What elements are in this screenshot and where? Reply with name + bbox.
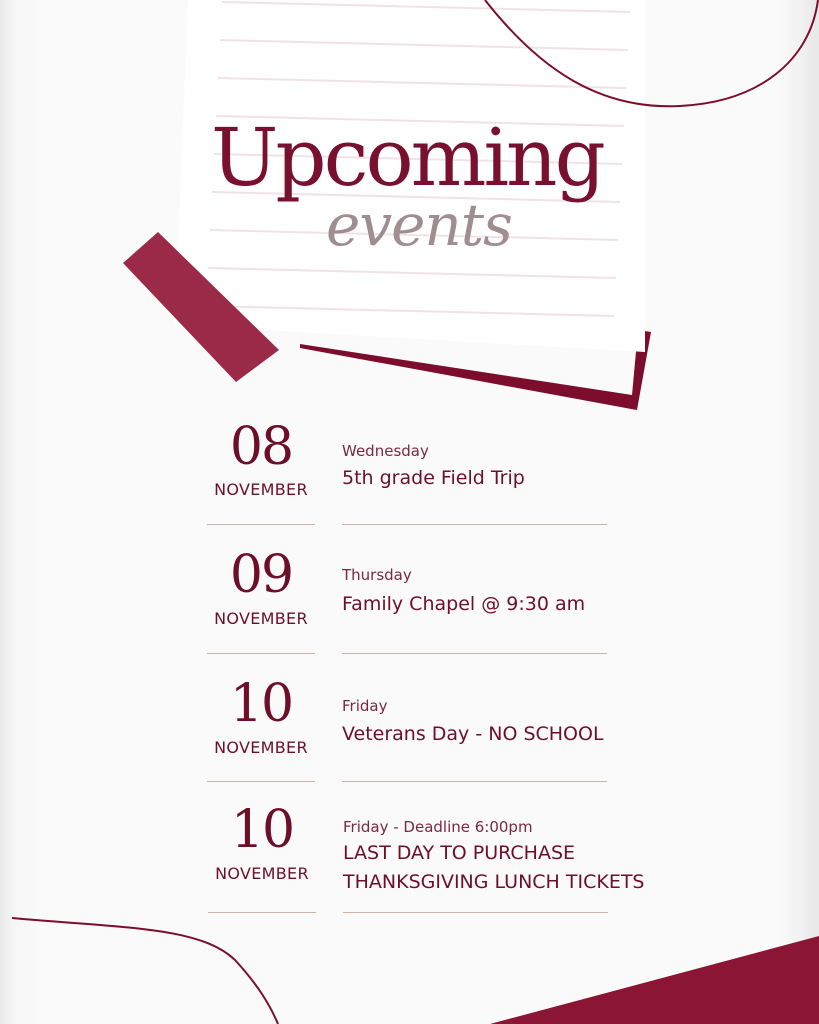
event-day: 10 [229,674,293,734]
event-title: 5th grade Field Trip [342,467,525,489]
event-weekday: Friday [342,697,388,715]
event-title-line2: THANKSGIVING LUNCH TICKETS [343,871,645,893]
divider [208,912,316,913]
event-weekday: Wednesday [342,442,429,460]
event-day: 10 [230,800,294,860]
event-month: NOVEMBER [214,480,308,499]
event-month: NOVEMBER [214,738,308,757]
page-subtitle: events [326,191,512,259]
divider [342,524,607,525]
divider [207,653,315,654]
event-month: NOVEMBER [215,864,309,883]
event-title: Family Chapel @ 9:30 am [342,593,586,615]
divider [342,653,607,654]
divider [207,781,315,782]
divider [207,524,315,525]
event-weekday: Thursday [342,566,412,584]
event-title: Veterans Day - NO SCHOOL [342,723,604,745]
event-weekday: Friday - Deadline 6:00pm [343,818,533,836]
divider [342,781,607,782]
divider [343,912,608,913]
event-title: LAST DAY TO PURCHASE [343,842,576,864]
event-day: 08 [229,417,293,477]
page-title: Upcoming [211,111,603,204]
corner-wedge [490,936,819,1024]
event-day: 09 [229,545,293,605]
swoosh-bottom-left [12,918,278,1024]
event-month: NOVEMBER [214,609,308,628]
